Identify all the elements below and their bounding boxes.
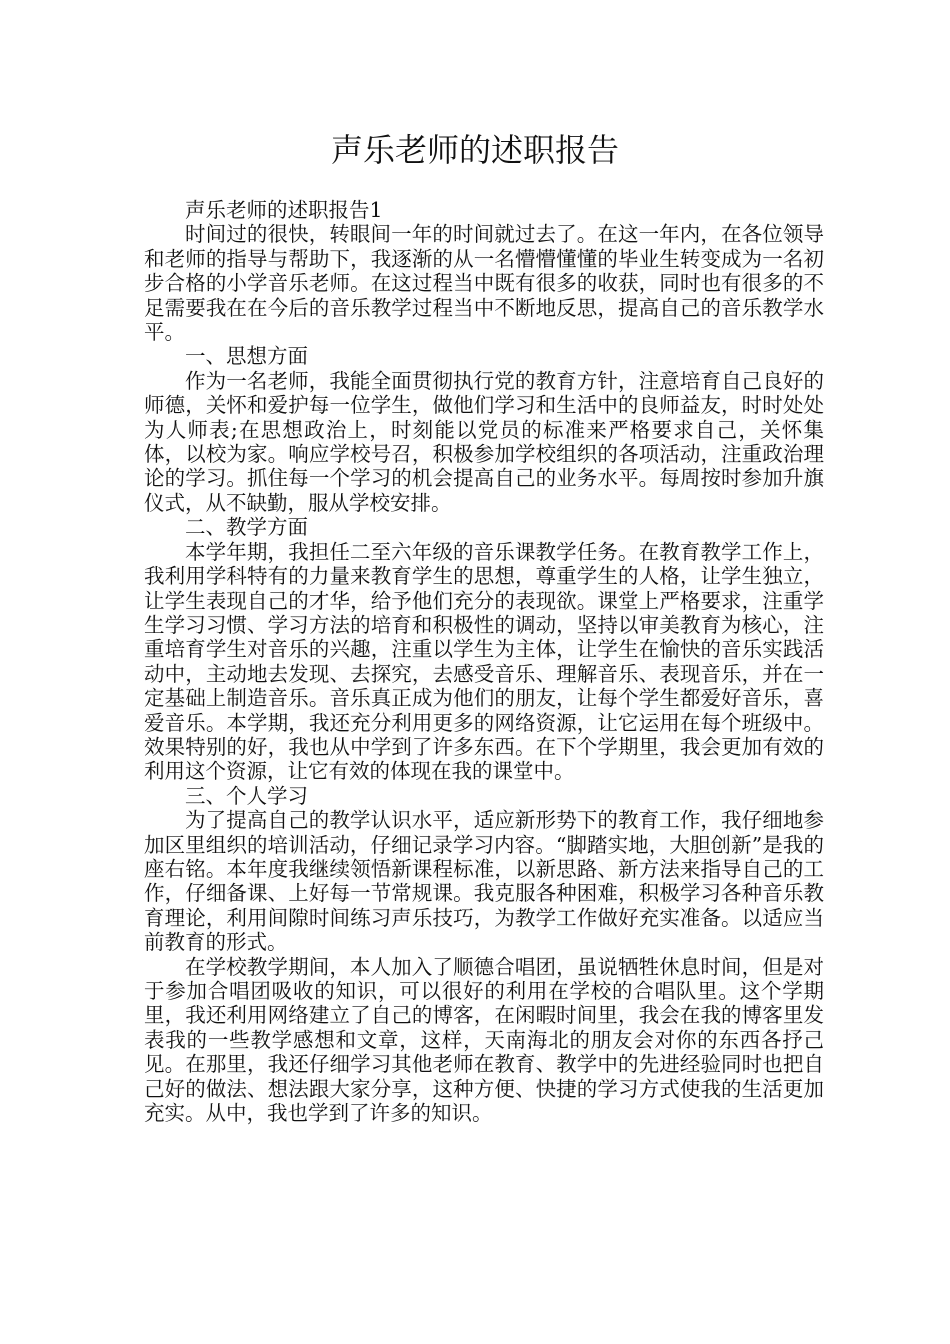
intro-paragraph: 时间过的很快，转眼间一年的时间就过去了。在这一年内，在各位领导和老师的指导与帮助下，我逐渐的从一名懵懵懂懂的毕业生转变成为一名初步合格的小学音乐老师。在这过程当中既有很多的收获，同时也有很多的不足需要我在在今后的音乐教学过程当中不断地反思，提高自己的音乐教学水平。: [144, 222, 824, 345]
document-body: [144, 198, 824, 1125]
section-heading-personal-study: 三、个人学习: [185, 783, 308, 808]
teaching-paragraph: 本学年期，我担任二至六年级的音乐课教学任务。在教育教学工作上，我利用学科特有的力量来教育学生的思想，尊重学生的人格，让学生独立，让学生表现自己的才华，给予他们充分的表现欲。课堂上严格要求，注重学生学习习惯、学习方法的培育和积极性的调动，坚持以审美教育为核心，注重培育学生对音乐的兴趣，注重以学生为主体，让学生在愉快的音乐实践活动中，主动地去发现、去探究，去感受音乐、理解音乐、表现音乐，并在一定基础上制造音乐。音乐真正成为他们的朋友，让每个学生都爱好音乐，喜爱音乐。本学期，我还充分利用更多的网络资源，让它运用在每个班级中。效果特别的好，我也从中学到了许多东西。在下个学期里，我会更加有效的利用这个资源，让它有效的体现在我的课堂中。: [144, 539, 824, 784]
personal-study-paragraph: 为了提高自己的教学认识水平，适应新形势下的教育工作，我仔细地参加区里组织的培训活动，仔细记录学习内容。“脚踏实地，大胆创新”是我的座右铭。本年度我继续领悟新课程标准，以新思路、新方法来指导自己的工作，仔细备课、上好每一节常规课。我克服各种困难，积极学习各种音乐教育理论，利用间隙时间练习声乐技巧，为教学工作做好充实准备。以适应当前教育的形式。: [144, 808, 824, 955]
report-subtitle: 声乐老师的述职报告1: [185, 198, 383, 222]
choir-blog-paragraph: 在学校教学期间，本人加入了顺德合唱团，虽说牺牲休息时间，但是对于参加合唱团吸收的知识，可以很好的利用在学校的合唱队里。这个学期里，我还利用网络建立了自己的博客，在闲暇时间里，我会在我的博客里发表我的一些教学感想和文章，这样，天南海北的朋友会对你的东西各抒己见。在那里，我还仔细学习其他老师在教育、教学中的先进经验同时也把自己好的做法、想法跟大家分享，这种方便、快捷的学习方式使我的生活更加充实。从中，我也学到了许多的知识。: [144, 954, 824, 1126]
section-heading-ideology: 一、思想方面: [185, 344, 308, 369]
ideology-paragraph: 作为一名老师，我能全面贯彻执行党的教育方针，注意培育自己良好的师德，关怀和爱护每一位学生，做他们学习和生活中的良师益友，时时处处为人师表;在思想政治上，时刻能以党员的标准来严格要求自己，关怀集体，以校为家。响应学校号召，积极参加学校组织的各项活动，注重政治理论的学习。抓住每一个学习的机会提高自己的业务水平。每周按时参加升旗仪式，从不缺勤，服从学校安排。: [144, 368, 824, 515]
document-title: 声乐老师的述职报告: [330, 131, 619, 169]
section-heading-teaching: 二、教学方面: [185, 515, 308, 540]
